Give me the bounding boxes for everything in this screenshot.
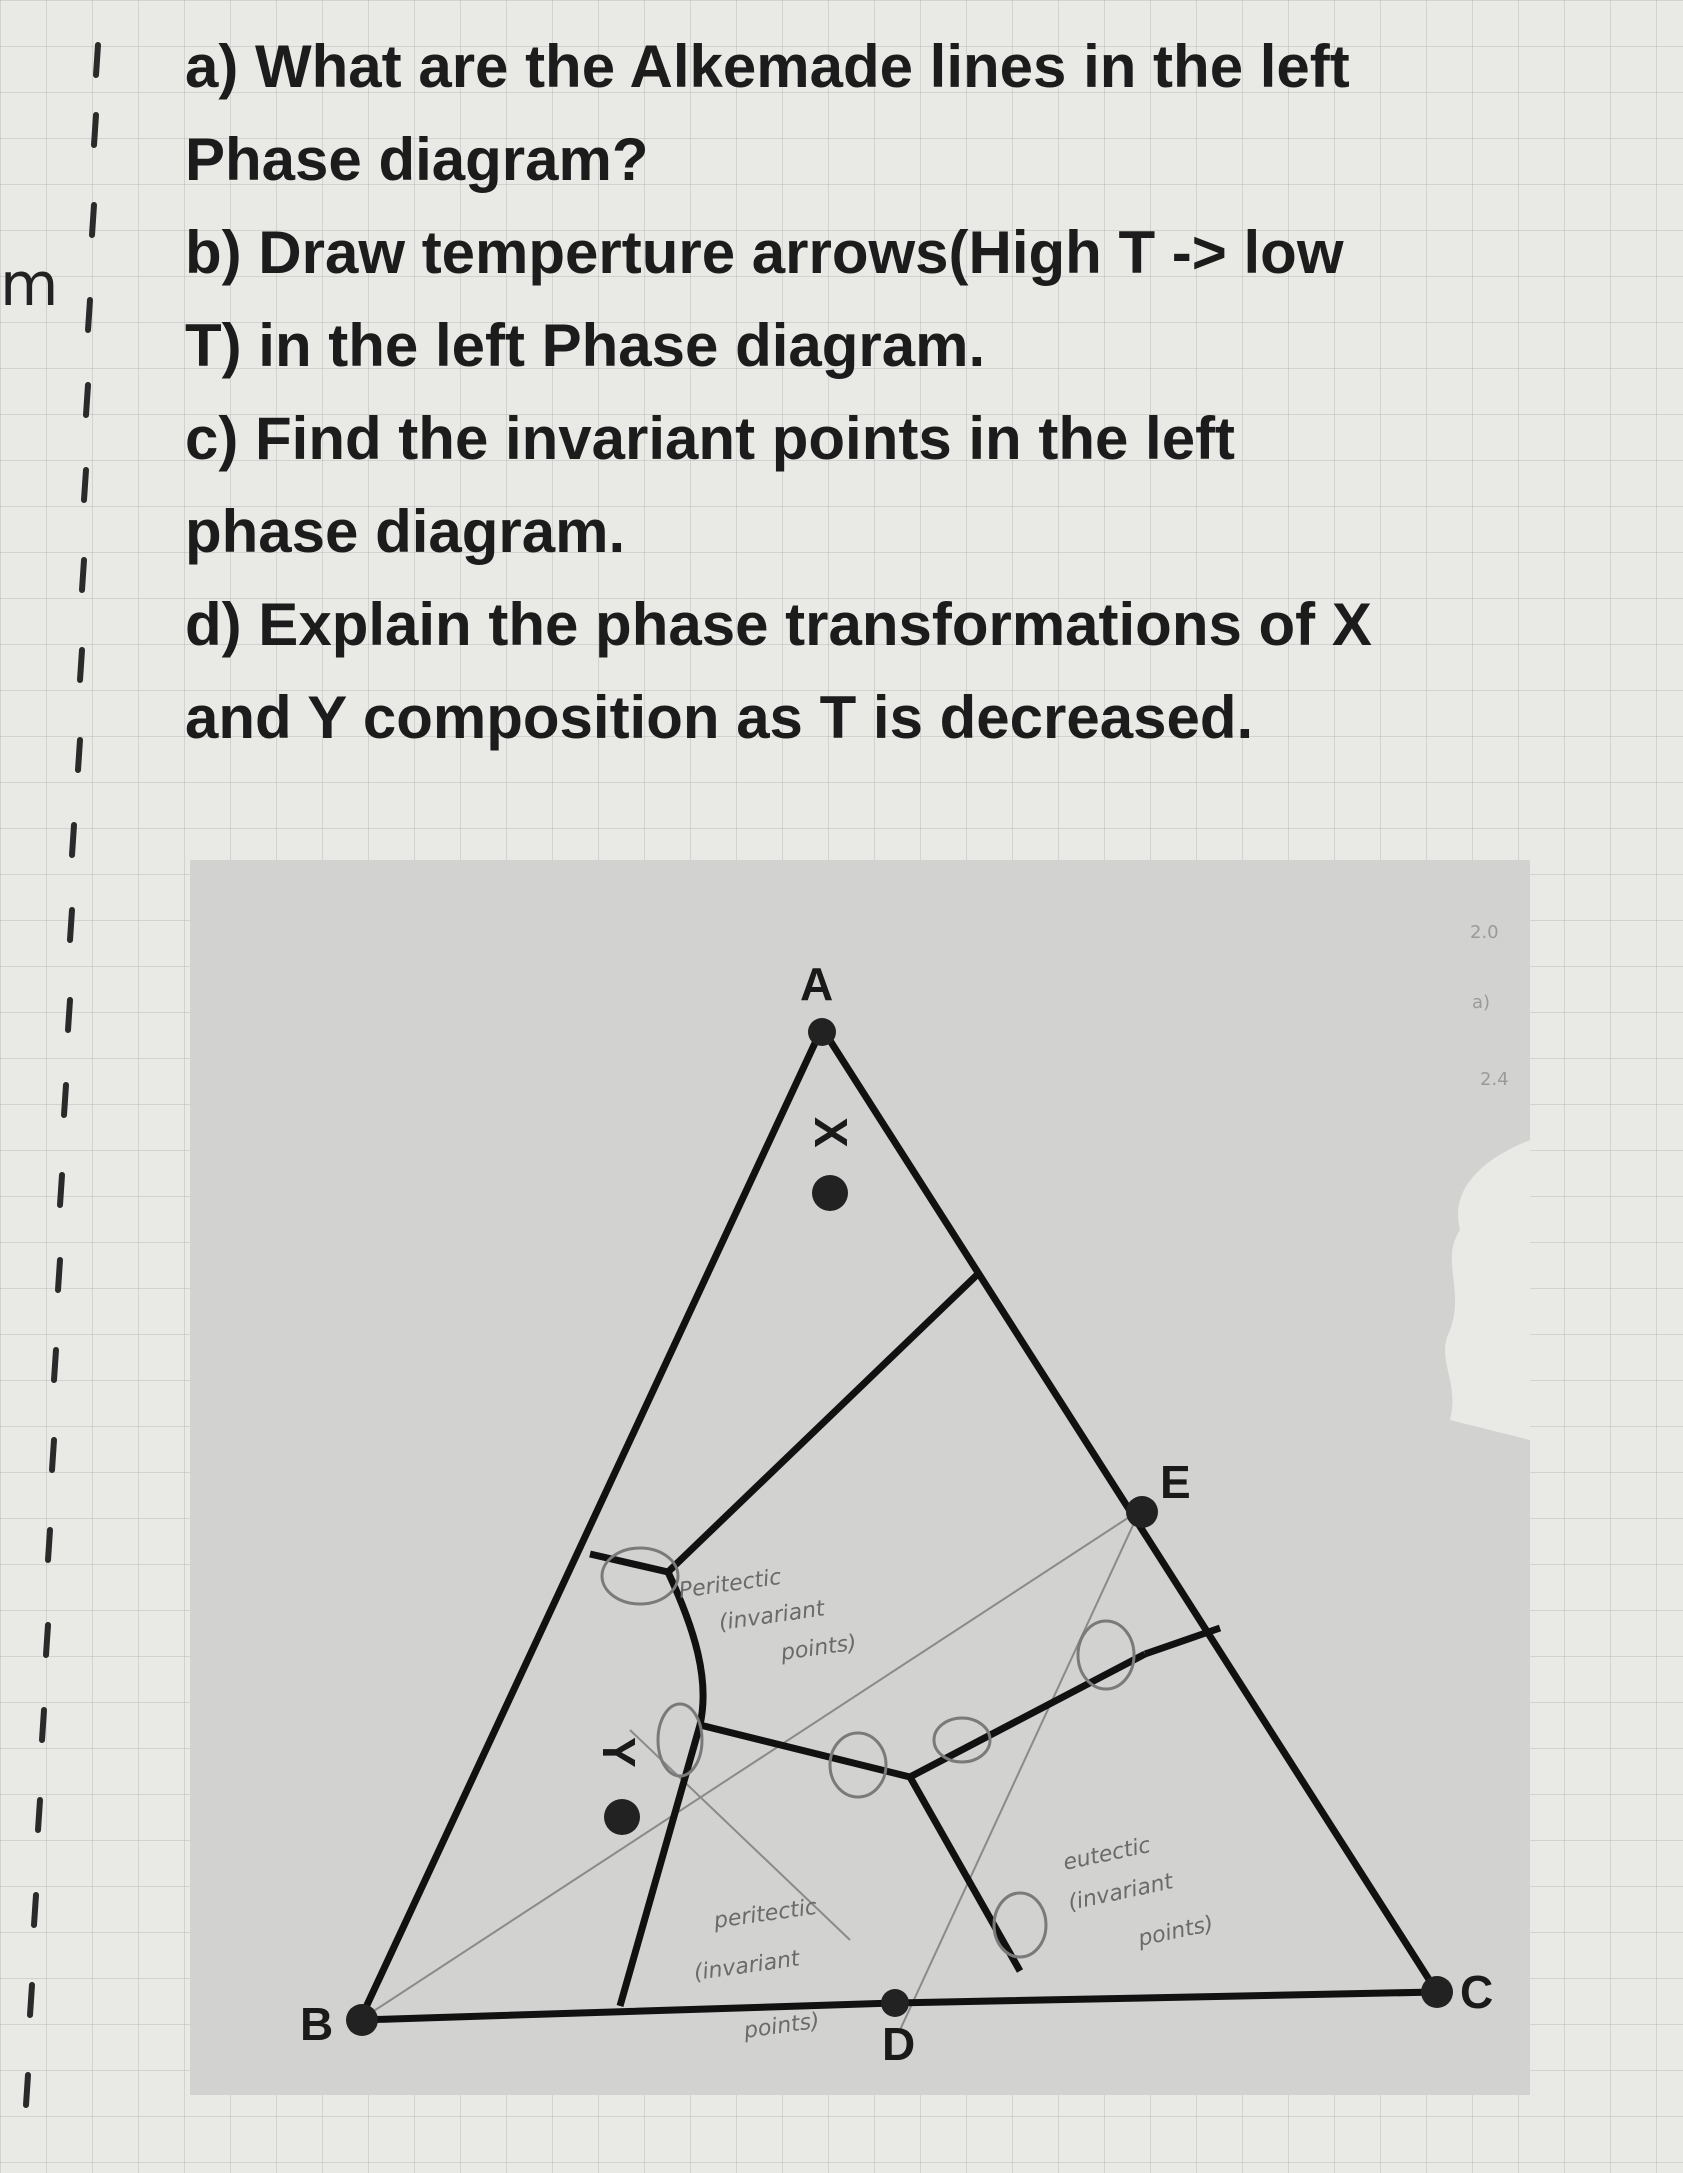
label-b: B bbox=[300, 1998, 334, 2050]
margin-ticks bbox=[0, 0, 120, 2173]
edge-ab bbox=[360, 1028, 822, 2020]
corner-note-2: a) bbox=[1472, 992, 1491, 1013]
question-list bbox=[185, 20, 1565, 764]
point-e bbox=[1126, 1496, 1158, 1528]
torn-edge bbox=[1445, 1140, 1530, 1440]
point-a bbox=[808, 1018, 836, 1046]
phase-diagram-svg bbox=[190, 860, 1530, 2095]
point-y bbox=[604, 1799, 640, 1835]
question-b: b) Draw temperture arrows(High T -> low T) in the left Phase diagram. bbox=[185, 219, 1344, 379]
question-d: d) Explain the phase transformations of X and Y composition as T is decreased. bbox=[185, 591, 1372, 751]
note-eutectic-2: (invariant bbox=[1066, 1869, 1176, 1916]
label-a: A bbox=[800, 958, 834, 1010]
label-x: X bbox=[805, 1117, 857, 1148]
point-d bbox=[881, 1989, 909, 2017]
corner-note-1: 2.0 bbox=[1470, 922, 1499, 943]
label-e: E bbox=[1160, 1456, 1191, 1508]
note-peritectic-upper-1: Peritectic bbox=[677, 1564, 783, 1604]
point-x bbox=[812, 1175, 848, 1211]
stray-margin-mark: m bbox=[0, 250, 59, 320]
points bbox=[346, 1018, 1453, 2036]
note-eutectic-1: eutectic bbox=[1061, 1832, 1153, 1876]
point-b bbox=[346, 2004, 378, 2036]
boundary-lines bbox=[360, 1028, 1437, 2020]
note-peritectic-lower-2: (invariant bbox=[692, 1946, 802, 1986]
question-c: c) Find the invariant points in the left phase diagram. bbox=[185, 405, 1236, 565]
question-a: a) What are the Alkemade lines in the left Phase diagram? bbox=[185, 33, 1350, 193]
corner-note-3: 2.4 bbox=[1480, 1069, 1509, 1090]
note-peritectic-upper-2: (invariant bbox=[717, 1596, 827, 1636]
point-c bbox=[1421, 1976, 1453, 2008]
label-y: Y bbox=[593, 1737, 645, 1768]
label-d: D bbox=[882, 2018, 916, 2070]
note-eutectic-3: points) bbox=[1136, 1911, 1216, 1952]
note-peritectic-lower-1: peritectic bbox=[712, 1894, 819, 1934]
note-peritectic-upper-3: points) bbox=[779, 1630, 859, 1666]
ternary-phase-diagram bbox=[190, 860, 1530, 2095]
note-peritectic-lower-3: points) bbox=[742, 2008, 822, 2044]
label-c: C bbox=[1460, 1966, 1494, 2018]
